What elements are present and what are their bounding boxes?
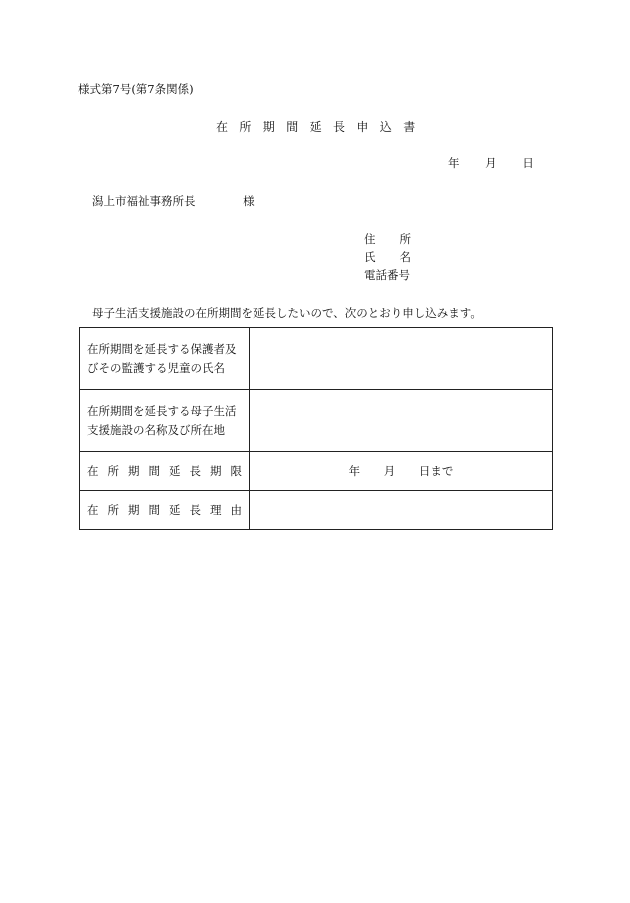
date-month: 月 [485,156,497,170]
row-label-line: 在所期間を延長する保護者及 [87,341,237,356]
row-label-reason: 在所期間延長理由 [80,491,250,530]
deadline-day: 日まで [418,464,454,478]
deadline-field[interactable] [250,452,553,491]
date-year: 年 [448,156,460,170]
table-row [80,452,553,491]
facility-field[interactable] [250,390,553,452]
row-label-names [80,328,250,390]
row-label-line: 在所期間を延長する母子生活 [87,403,237,418]
application-table [79,327,553,530]
document-title: 在所期間延長申込書 [216,120,427,134]
intro-text: 母子生活支援施設の在所期間を延長したいので、次のとおり申し込みます。 [92,306,482,320]
applicant-address-label: 住所 [364,232,411,246]
table-row [80,491,553,530]
names-field[interactable] [250,328,553,390]
row-label-line: びその監護する児童の氏名 [87,360,225,375]
row-label-line: 支援施設の名称及び所在地 [87,422,225,437]
form-number: 様式第7号(第7条関係) [78,82,194,96]
applicant-phone-label: 電話番号 [364,268,410,282]
row-label-facility [80,390,250,452]
table-row [80,390,553,452]
addressee-office: 潟上市福祉事務所長 [92,194,196,208]
table-row [80,328,553,390]
deadline-year: 年 [348,464,361,478]
date-line [448,155,534,171]
row-label-deadline: 在所期間延長期限 [80,452,250,491]
deadline-value [349,464,454,478]
reason-field[interactable] [250,491,553,530]
deadline-month: 月 [383,464,396,478]
applicant-name-label: 氏名 [364,250,411,264]
addressee-honorific: 様 [243,194,255,208]
addressee [92,193,255,209]
date-day: 日 [522,156,534,170]
